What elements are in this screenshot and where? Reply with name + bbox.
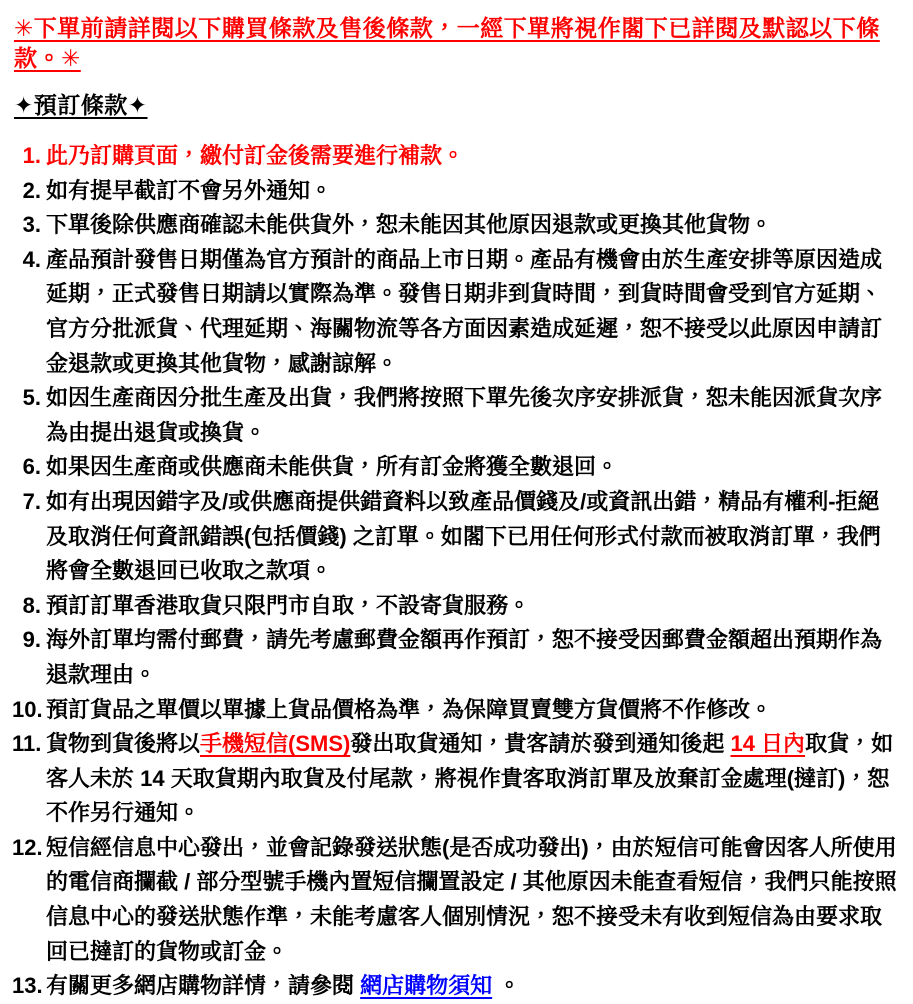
pre-order-terms-heading: ✦預訂條款✦: [14, 92, 148, 118]
term-item-12: [12, 831, 899, 969]
term-text: 產品預計發售日期僅為官方預計的商品上市日期。產品有機會由於生產安排等原因造成延期，正式發售日期請以實際為準。發售日期非到貨時間，到貨時間會受到官方延期、官方分批派貨、代理延期、海關物流等各方面因素造成延遲，恕不接受以此原因申請訂金退款或更換其他貨物，感謝諒解。: [46, 246, 883, 376]
shop-guide-link[interactable]: 網店購物須知: [360, 973, 493, 999]
term-text: 有關更多網店購物詳情，請參閱: [46, 973, 361, 999]
term-text: 。: [492, 973, 521, 999]
term-text: 海外訂單均需付郵費，請先考慮郵費金額再作預訂，恕不接受因郵費金額超出預期作為退款理由。: [46, 627, 883, 687]
term-item-9: [12, 623, 899, 692]
term-item-10: [12, 693, 899, 728]
term-item-6: [12, 450, 899, 485]
pre-order-warning-notice: ✳下單前請詳閱以下購買條款及售後條款，一經下單將視作閣下已詳閱及默認以下條款。✳: [14, 15, 880, 71]
term-text: 下單後除供應商確認未能供貨外，恕未能因其他原因退款或更換其他貨物。: [46, 212, 773, 238]
term-text: 短信經信息中心發出，並會記錄發送狀態(是否成功發出)，由於短信可能會因客人所使用的電信商攔截 / 部分型號手機內置短信攔置設定 / 其他原因未能查看短信，我們只能按照信息中心的發送狀態作準，未能考慮客人個別情況，恕不接受未有收到短信為由要求取回已撻訂的貨物或訂金。: [46, 834, 897, 964]
term-item-4: [12, 243, 899, 381]
term-item-11: [12, 727, 899, 831]
term-text: 預訂訂單香港取貨只限門市自取，不設寄貨服務。: [46, 592, 531, 618]
term-text: 如有提早截訂不會另外通知。: [46, 177, 333, 203]
term-text: 取貨，如客人未於 14 天取貨期內取貨及付尾款，將視作貴客取消訂單及放棄訂金處理(撻訂)，恕不作另行通知。: [46, 731, 894, 826]
term-text: 如有出現因錯字及/或供應商提供錯資料以致產品價錢及/或資訊出錯，精品有權利-拒絕及取消任何資訊錯誤(包括價錢) 之訂單。如閣下已用任何形式付款而被取消訂單，我們將會全數退回已收取之款項。: [46, 488, 881, 584]
term-item-8: [12, 589, 899, 624]
term-item-2: [12, 174, 899, 209]
highlighted-text: 14 日內: [730, 731, 806, 757]
term-text: 如因生產商因分批生產及出貨，我們將按照下單先後次序安排派貨，恕未能因派貨次序為由提出退貨或換貨。: [46, 385, 883, 445]
term-item-1: [12, 139, 899, 174]
term-text: 發出取貨通知，貴客請於發到通知後起: [350, 731, 731, 757]
term-item-13: [12, 969, 899, 1004]
term-item-5: [12, 381, 899, 450]
term-text: 貨物到貨後將以: [46, 731, 201, 757]
highlighted-text: 手機短信(SMS): [200, 731, 351, 757]
term-text: 此乃訂購頁面，繳付訂金後需要進行補款。: [46, 143, 465, 168]
term-item-7: [12, 485, 899, 589]
term-item-3: [12, 208, 899, 243]
terms-list: [12, 139, 899, 1004]
term-text: 預訂貨品之單價以單據上貨品價格為準，為保障買賣雙方貨價將不作修改。: [46, 696, 773, 722]
term-text: 如果因生產商或供應商未能供貨，所有訂金將獲全數退回。: [46, 454, 619, 480]
